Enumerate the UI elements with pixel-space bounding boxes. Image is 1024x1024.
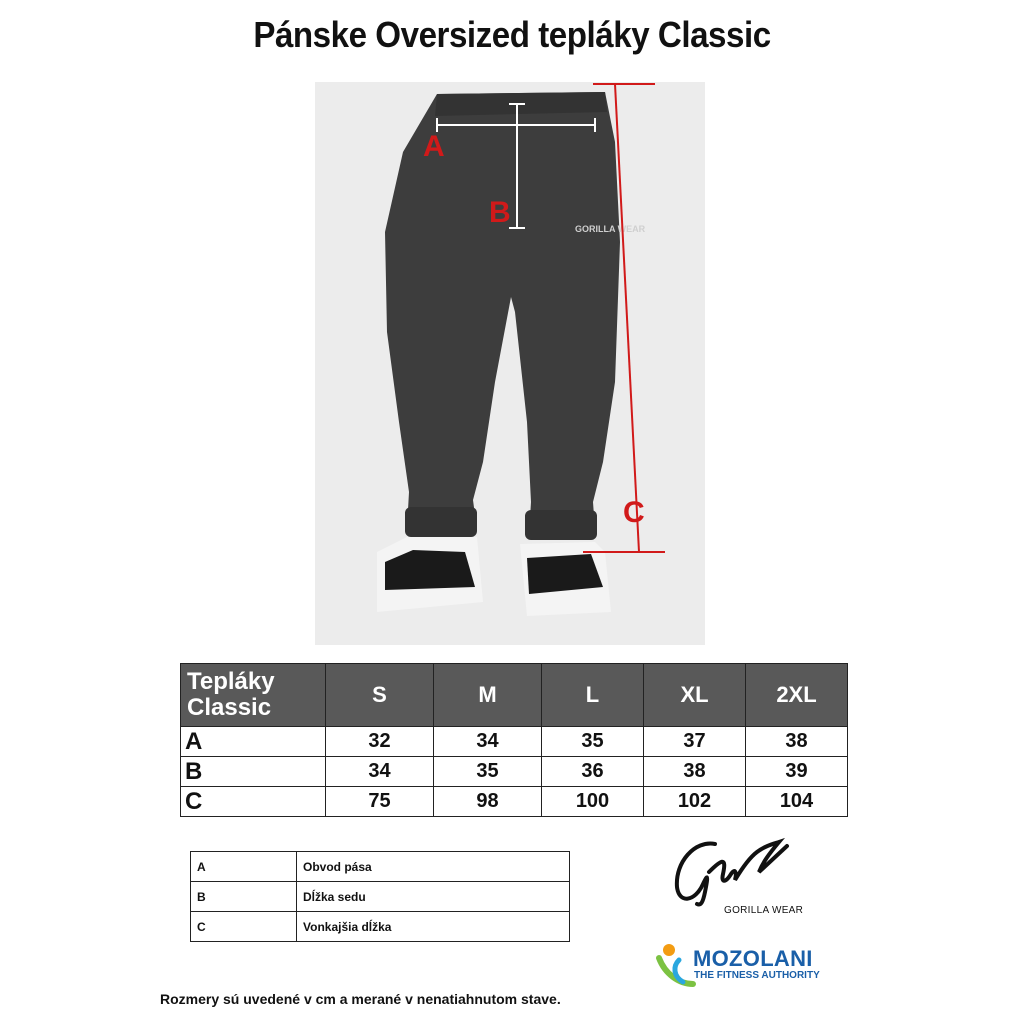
legend-key: B (191, 882, 297, 912)
table-cell: 102 (644, 787, 746, 817)
legend-row (191, 852, 570, 882)
table-title-line1: Tepláky (187, 668, 275, 695)
pants-illustration (315, 82, 705, 645)
legend-key: A (191, 852, 297, 882)
table-cell: 100 (542, 787, 644, 817)
table-cell: 38 (746, 727, 848, 757)
table-cell: 38 (644, 757, 746, 787)
table-cell: 37 (644, 727, 746, 757)
table-row (181, 727, 848, 757)
table-cell: 98 (434, 787, 542, 817)
size-header: 2XL (746, 664, 848, 727)
row-label: C (181, 787, 326, 817)
row-label: B (181, 757, 326, 787)
table-row (181, 757, 848, 787)
legend-table (190, 851, 570, 942)
row-label: A (181, 727, 326, 757)
table-cell: 39 (746, 757, 848, 787)
table-title-cell (181, 664, 326, 727)
marker-b: B (489, 196, 511, 229)
mozolani-tagline: THE FITNESS AUTHORITY (694, 970, 820, 981)
table-cell: 35 (542, 727, 644, 757)
size-table-header (181, 664, 848, 727)
size-header: XL (644, 664, 746, 727)
mozolani-name: MOZOLANI (693, 946, 813, 971)
table-cell: 35 (434, 757, 542, 787)
legend-text: Dĺžka sedu (297, 882, 570, 912)
marker-c: C (623, 496, 645, 529)
table-cell: 104 (746, 787, 848, 817)
size-header: S (326, 664, 434, 727)
size-header: L (542, 664, 644, 727)
gorilla-wear-caption: GORILLA WEAR (724, 905, 804, 916)
table-cell: 36 (542, 757, 644, 787)
measurement-note: Rozmery sú uvedené v cm a merané v nenatiahnutom stave. (160, 991, 561, 1007)
marker-a: A (423, 130, 445, 163)
legend-text: Obvod pása (297, 852, 570, 882)
table-cell: 75 (326, 787, 434, 817)
table-cell: 34 (434, 727, 542, 757)
legend-text: Vonkajšia dĺžka (297, 912, 570, 942)
brand-print: GORILLA WEAR (575, 224, 646, 234)
table-cell: 34 (326, 757, 434, 787)
legend-key: C (191, 912, 297, 942)
table-title-line2: Classic (187, 694, 272, 721)
table-row (181, 787, 848, 817)
table-cell: 32 (326, 727, 434, 757)
page-title: Pánske Oversized tepláky Classic (253, 14, 771, 55)
size-table (180, 663, 848, 817)
legend-row (191, 882, 570, 912)
size-header: M (434, 664, 542, 727)
product-photo (315, 82, 705, 645)
legend-row (191, 912, 570, 942)
